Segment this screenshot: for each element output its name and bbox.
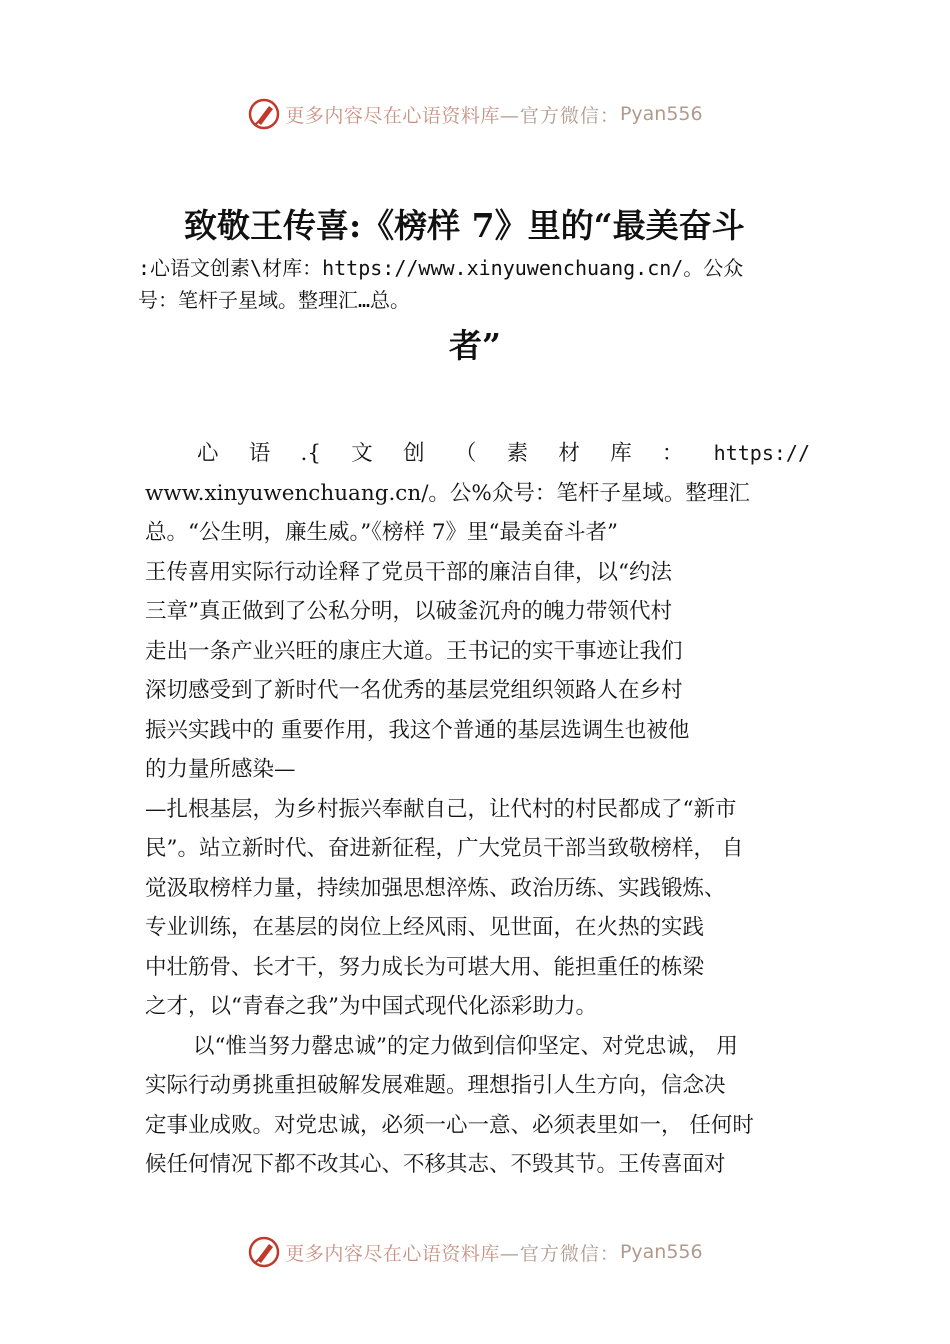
banner-wechat-label: —官方微信： — [499, 104, 620, 127]
banner-wechat-label: —官方微信： — [499, 1242, 620, 1265]
lead-token: 库 — [610, 441, 632, 466]
body-line: www.xinyuwenchuang.cn/。公%众号：笔杆子星域。整理汇 — [145, 480, 750, 506]
lead-token: 材 — [558, 441, 580, 466]
source-note-line1: :心语文创素\材库：https://www.xinyuwenchuang.cn/。公众 — [138, 256, 744, 280]
source-note — [138, 252, 838, 316]
banner-promo-text: 更多内容尽在心语资料库 — [285, 104, 500, 127]
lead-line — [145, 434, 810, 474]
body-line: 的力量所感染— — [145, 757, 296, 782]
article-body — [145, 434, 810, 1185]
body-line: 三章”真正做到了公私分明，以破釜沉舟的魄力带领代村 — [145, 599, 672, 624]
pen-seal-logo-icon — [247, 97, 281, 131]
banner-wechat-id: Pyan556 — [619, 1241, 703, 1263]
banner-wechat-id: Pyan556 — [619, 103, 703, 125]
body-line: 觉汲取榜样力量，持续加强思想淬炼、政治历练、实践锻炼、 — [145, 875, 726, 901]
source-note-line2: 号：笔杆子星域。整理汇…总。 — [138, 288, 411, 312]
header-banner — [0, 92, 950, 136]
body-line: 深切感受到了新时代一名优秀的基层党组织领路人在乡村 — [145, 678, 683, 703]
body-line: 之才，以“青春之我”为中国式现代化添彩助力。 — [145, 994, 597, 1019]
document-title-line1: 致敬王传喜:《榜样 7》里的“最美奋斗 — [184, 206, 745, 245]
body-line: —扎根基层，为乡村振兴奉献自己，让代村的村民都成了“新市 — [145, 796, 737, 822]
lead-token: 心 — [197, 441, 219, 466]
body-line: 总。“公生明，廉生威。”《榜样 7》里“最美奋斗者” — [145, 520, 618, 545]
lead-token: 文 — [351, 441, 373, 466]
document-title-line2: 者” — [449, 326, 501, 365]
banner-promo-text: 更多内容尽在心语资料库 — [285, 1242, 500, 1265]
lead-token: ： — [661, 441, 684, 466]
pen-seal-logo-icon — [247, 1235, 281, 1269]
body-line: 实际行动勇挑重担破解发展难题。理想指引人生方向，信念决 — [145, 1073, 726, 1098]
lead-token: .{ — [300, 441, 322, 466]
lead-token: 素 — [506, 441, 529, 466]
lead-token: 创 — [403, 441, 425, 466]
body-line: 王传喜用实际行动诠释了党员干部的廉洁自律，以“约法 — [145, 559, 672, 585]
body-line: 候任何情况下都不改其心、不移其志、不毁其节。王传喜面对 — [145, 1152, 726, 1177]
body-line: 定事业成败。对党忠诚，必须一心一意、必须表里如一， 任何时 — [145, 1112, 754, 1138]
body-line: 民”。站立新时代、奋进新征程，广大党员干部当致敬榜样， 自 — [145, 836, 744, 861]
body-line: 中壮筋骨、长才干，努力成长为可堪大用、能担重任的栋梁 — [145, 954, 705, 980]
lead-token: （ — [454, 441, 477, 466]
body-line: 振兴实践中的 重要作用，我这个普通的基层选调生也被他 — [145, 717, 690, 743]
body-line: 以“惟当努力罄忠诚”的定力做到信仰坚定、对党忠诚， 用 — [193, 1033, 738, 1059]
body-line: 走出一条产业兴旺的康庄大道。王书记的实干事迹让我们 — [145, 638, 683, 664]
lead-token-url: https:// — [713, 441, 810, 465]
body-line: 专业训练，在基层的岗位上经风雨、见世面，在火热的实践 — [145, 915, 705, 940]
lead-token: 语 — [248, 441, 271, 466]
footer-banner — [0, 1230, 950, 1274]
